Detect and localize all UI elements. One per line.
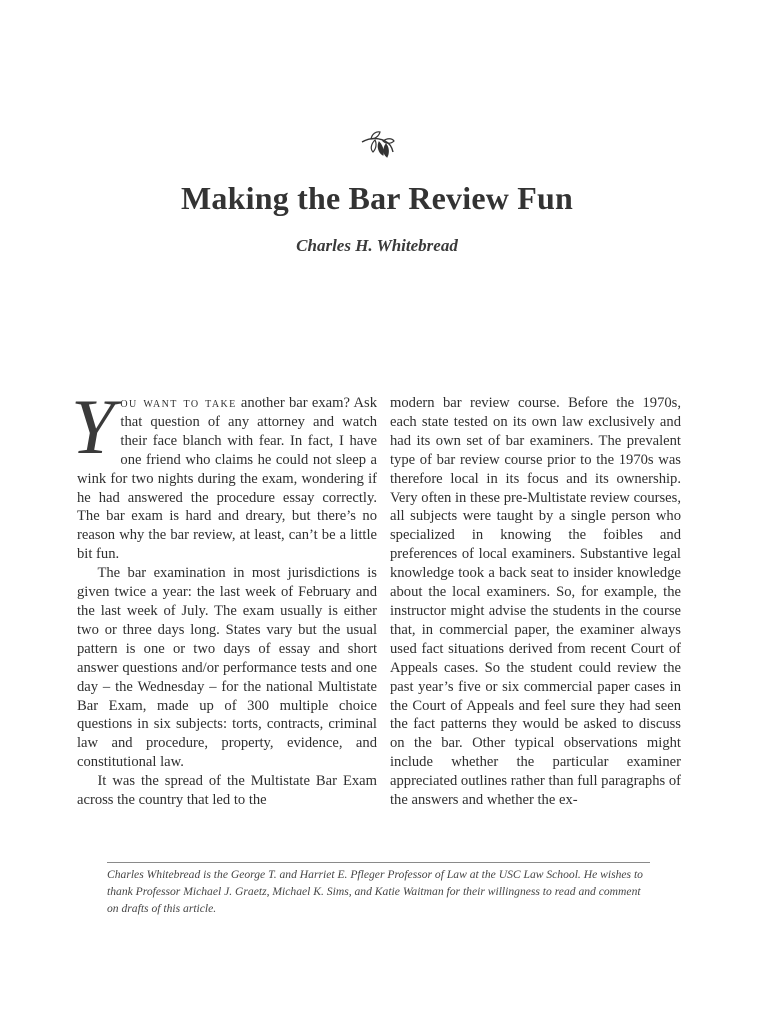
left-column [71, 383, 378, 810]
paragraph-1-text: another bar exam? Ask that question of any attorney and watch their face blanch with fear. In fact, I have one friend who claims he could not sleep a wink for two nights during the exam, wondering if he had answered the procedure essay correctly. The bar exam is hard and dreary, but there’s no reason why the bar review, at least, can’t be a little bit fun. [77, 395, 378, 563]
footnote-divider [107, 862, 650, 863]
leaf-sprig-icon [359, 128, 395, 162]
paragraph-3: It was the spread of the Multistate Bar Exam across the country that led to the [77, 773, 377, 809]
paragraph-1 [71, 383, 378, 564]
opening-smallcaps: ou want to take [120, 395, 237, 411]
footnote: Charles Whitebread is the George T. and Harriet E. Pfleger Professor of Law at the USC Law School. He wishes to thank Professor Michael J. Graetz, Michael K. Sims, and Katie Waitman for their willingness to read and comment on drafts of this article. [107, 868, 643, 915]
article-title: Making the Bar Review Fun [181, 180, 573, 216]
paragraph-2: The bar examination in most jurisdictions is given twice a year: the last week of February and the last week of July. The exam usually is either two or three days long. States vary but the usual pattern is one or two days of essay and short answer questions and/or performance tests and one day – the Wednesday – for the national Multistate Bar Exam, made up of 300 multiple choice questions in six subjects: torts, contracts, criminal law and procedure, property, evidence, and constitutional law. [77, 565, 377, 771]
article-author: Charles H. Whitebread [296, 236, 458, 255]
right-column [390, 394, 681, 810]
drop-cap: Y [71, 383, 115, 470]
right-column-text: modern bar review course. Before the 1970s, each state tested on its own law exclusively and had its own set of bar examiners. The prevalent type of bar review course prior to the 1970s was therefore local in its focus and its ownership. Very often in these pre-Multistate review courses, all subjects were taught by a single person who specialized in knowing the foibles and preferences of local examiners. Substantive legal knowledge took a back seat to insider knowledge about the local examiners. So, for example, the instructor might advise the students in the course that, in commercial paper, the examiner always used fact situations derived from recent Court of Appeals cases. So the student could review the past year’s five or six commercial paper cases in the Court of Appeals and feel sure they had seen the fact patterns they would be asked to discuss on the bar. Other typical observations might include whether the particular examiner appreciated outlines rather than full paragraphs of the answers and whether the ex- [390, 395, 681, 809]
